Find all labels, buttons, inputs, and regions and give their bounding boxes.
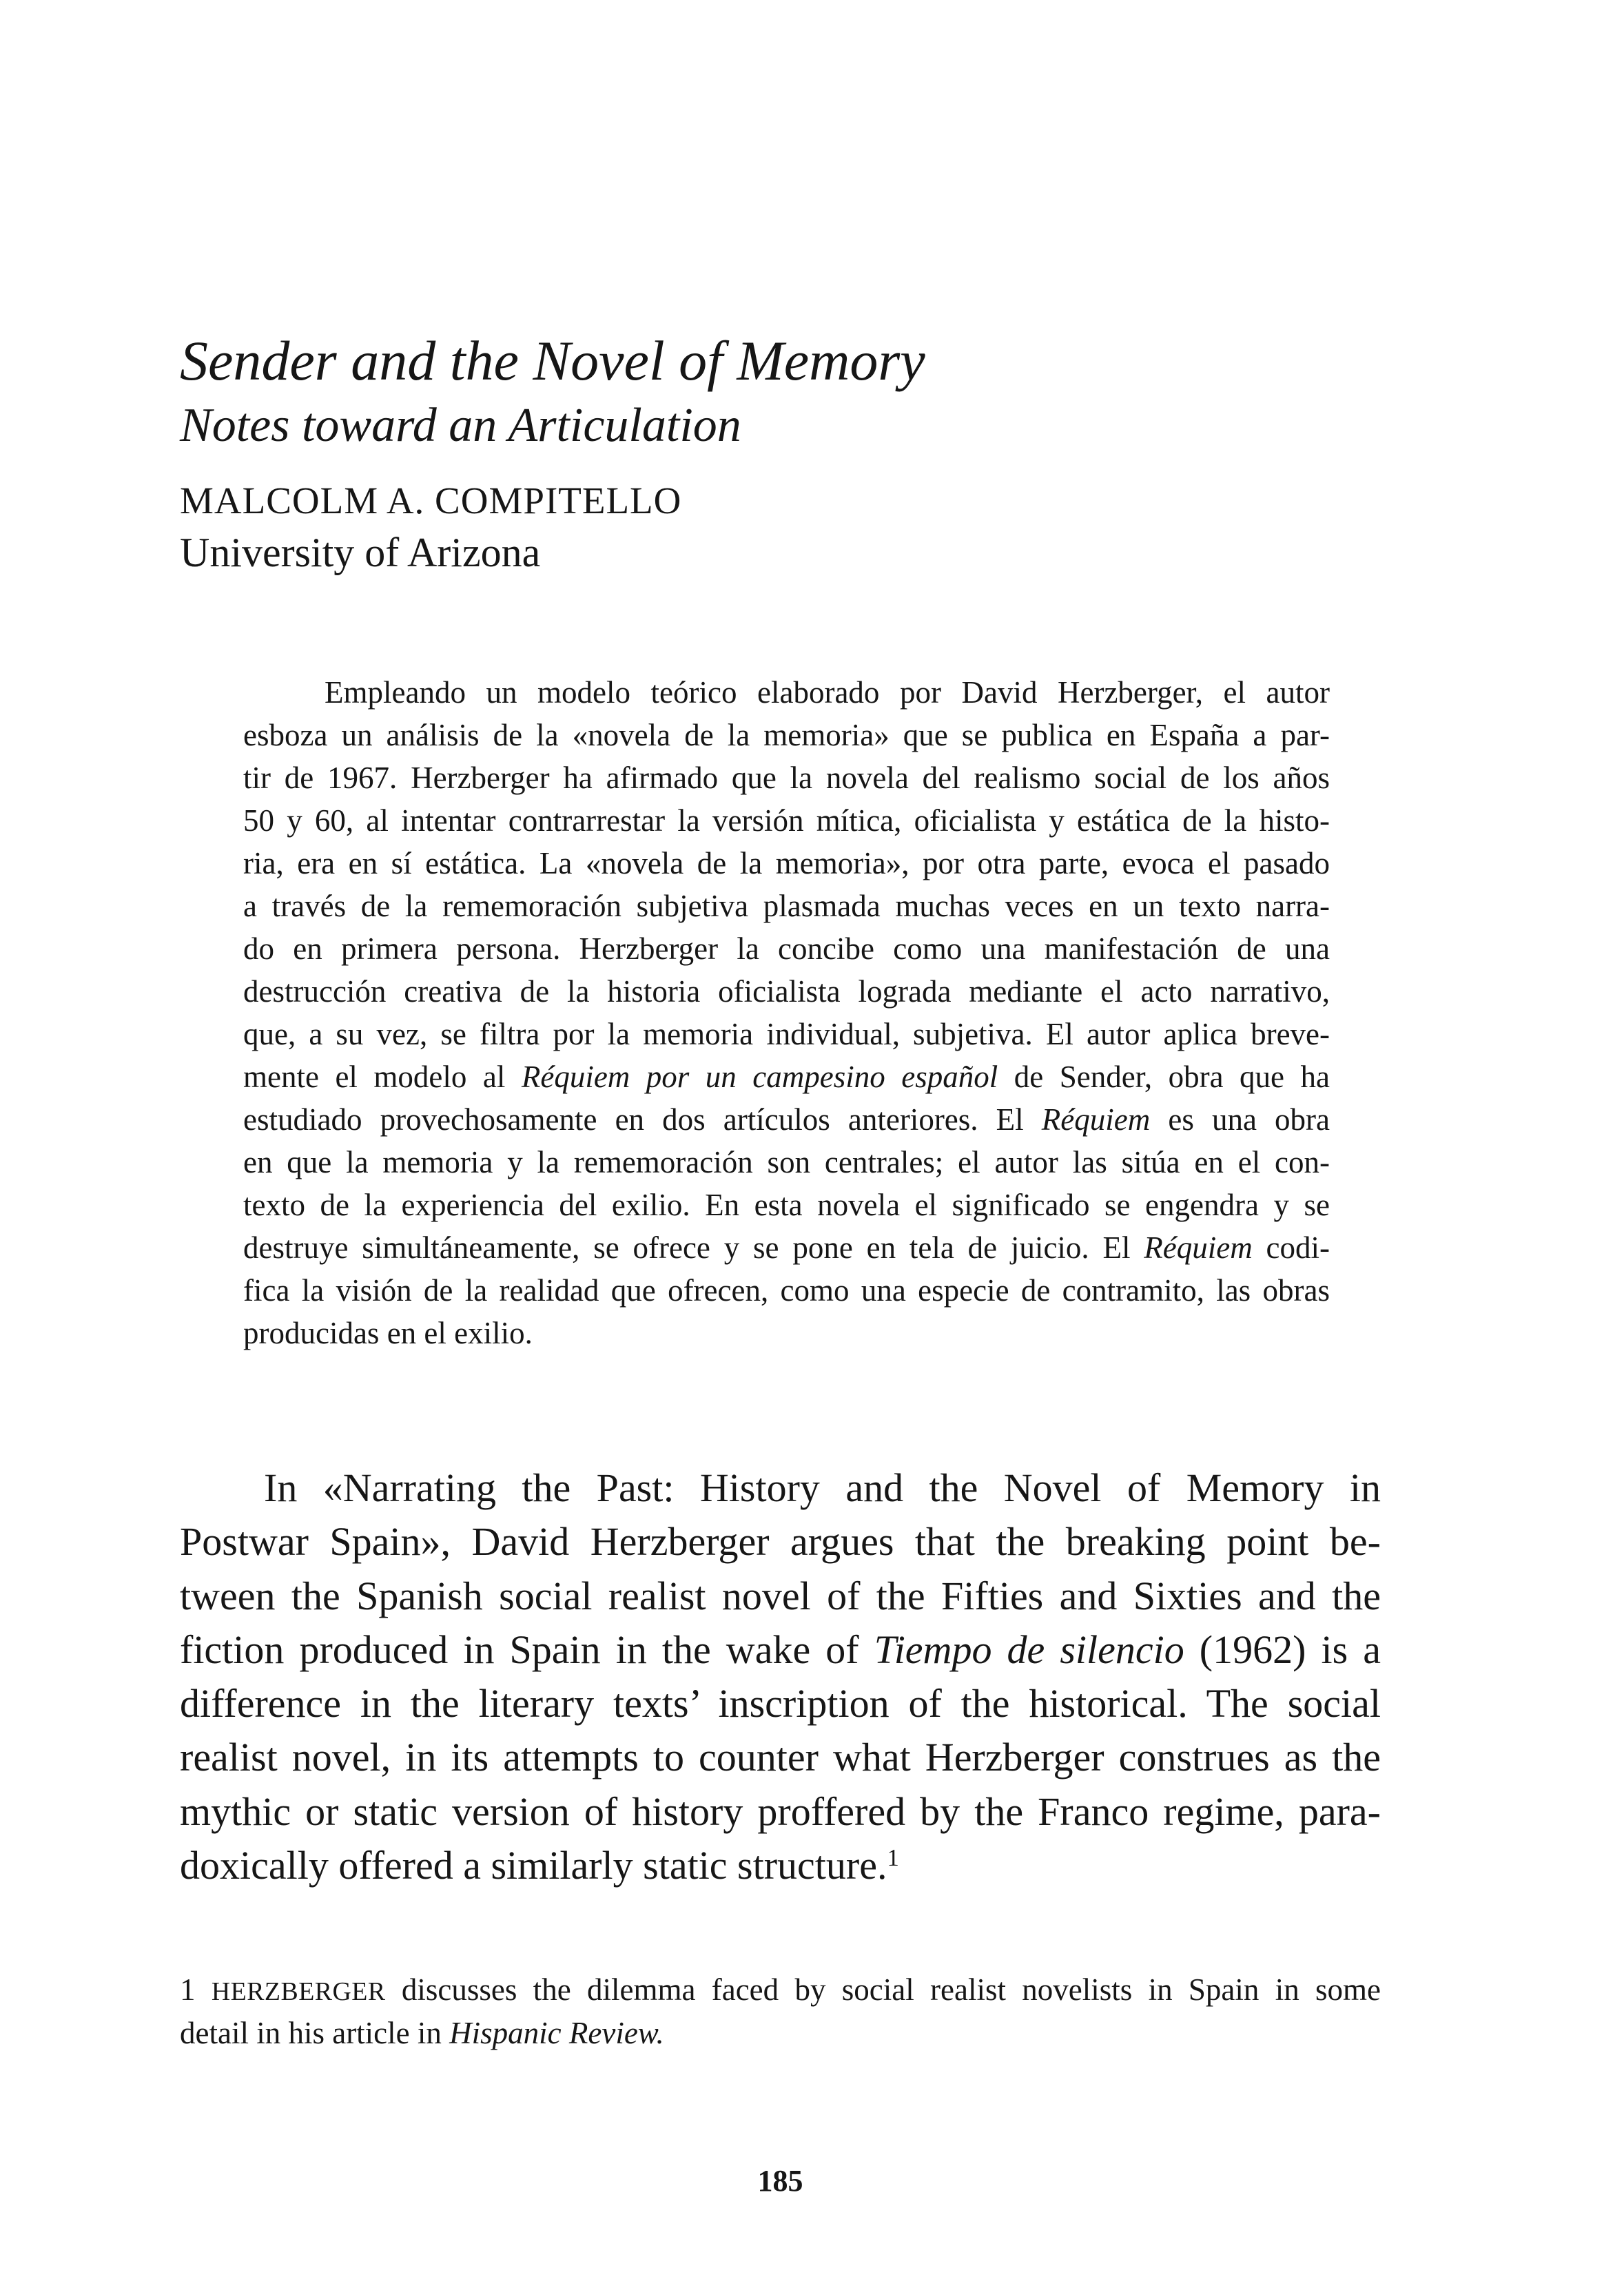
page-number: 185 (757, 2164, 803, 2198)
abstract-text: es una obra (1150, 1102, 1330, 1137)
body-line (180, 1731, 1381, 1784)
body-line (180, 1785, 1381, 1839)
abstract-line (243, 1141, 1330, 1184)
body-text: In «Narrating the Past: History and the Novel of Memory in (264, 1465, 1381, 1510)
abstract-line (243, 1184, 1330, 1226)
abstract-text: estudiado provechosamente en dos artículos anteriores. El (243, 1102, 1042, 1137)
abstract-line (243, 756, 1330, 799)
abstract-text: a través de la rememoración subjetiva plasmada muchas veces en un texto narra- (243, 889, 1330, 923)
book-title-reference: Tiempo de silencio (874, 1627, 1184, 1672)
abstract-text: tir de 1967. Herzberger ha afirmado que la novela del realismo social de los años (243, 761, 1330, 795)
author-affiliation: University of Arizona (180, 530, 541, 575)
book-title-reference: Réquiem (1144, 1230, 1253, 1265)
abstract-text: destruye simultáneamente, se ofrece y se pone en tela de juicio. El (243, 1230, 1144, 1265)
footnote-line (180, 2012, 1381, 2054)
body-text: doxically offered a similarly static structure. (180, 1843, 887, 1888)
abstract-line (243, 885, 1330, 927)
abstract-line (243, 970, 1330, 1013)
body-line (180, 1677, 1381, 1731)
body-text: difference in the literary texts’ inscription of the historical. The social (180, 1681, 1381, 1726)
book-title-reference: Réquiem por un campesino español (521, 1060, 998, 1094)
author-name: MALCOLM A. COMPITELLO (180, 479, 682, 522)
abstract-text: que, a su vez, se filtra por la memoria individual, subjetiva. El autor aplica breve- (243, 1017, 1330, 1051)
footnote-author-name: HERZBERGER (211, 1977, 386, 2006)
body-text: Postwar Spain», David Herzberger argues that the breaking point be- (180, 1519, 1381, 1565)
footnote-marker: 1 (887, 1844, 899, 1871)
footnote (180, 1969, 1381, 2054)
abstract-text: mente el modelo al (243, 1060, 522, 1094)
journal-title-reference: Hispanic Review. (449, 2016, 664, 2050)
abstract-line (243, 1098, 1330, 1141)
abstract (243, 671, 1330, 1354)
abstract-line (243, 671, 1330, 714)
abstract-line (243, 1226, 1330, 1269)
abstract-line (243, 1269, 1330, 1312)
footnote-text: 1 (180, 1972, 212, 2007)
abstract-text: Empleando un modelo teórico elaborado por David Herzberger, el autor (325, 675, 1330, 710)
article-subtitle: Notes toward an Articulation (180, 399, 741, 452)
abstract-line (243, 1055, 1330, 1098)
abstract-text: texto de la experiencia del exilio. En esta novela el significado se engendra y se (243, 1188, 1330, 1222)
body-text: fiction produced in Spain in the wake of (180, 1627, 874, 1672)
body-line (180, 1839, 1381, 1892)
abstract-text: destrucción creativa de la historia oficialista lograda mediante el acto narrativo, (243, 974, 1330, 1009)
abstract-text: fica la visión de la realidad que ofrecen, como una especie de contramito, las obras (243, 1273, 1330, 1308)
abstract-text: codi- (1252, 1230, 1330, 1265)
body-line (180, 1461, 1381, 1515)
footnote-text: detail in his article in (180, 2016, 450, 2050)
body-line (180, 1623, 1381, 1677)
body-text: tween the Spanish social realist novel of the Fifties and Sixties and the (180, 1573, 1381, 1618)
body-paragraph (180, 1461, 1381, 1892)
book-title-reference: Réquiem (1041, 1102, 1151, 1137)
abstract-line (243, 842, 1330, 885)
abstract-line (243, 1013, 1330, 1055)
body-line (180, 1515, 1381, 1569)
abstract-text: de Sender, obra que ha (998, 1060, 1330, 1094)
body-text: (1962) is a (1184, 1627, 1381, 1672)
body-text: mythic or static version of history proffered by the Franco regime, para- (180, 1788, 1381, 1834)
article-title: Sender and the Novel of Memory (180, 329, 925, 392)
footnote-line (180, 1969, 1381, 2012)
body-text: realist novel, in its attempts to counter what Herzberger construes as the (180, 1735, 1381, 1780)
abstract-line (243, 799, 1330, 842)
abstract-line (243, 1312, 1330, 1354)
abstract-line (243, 714, 1330, 756)
footnote-text: discusses the dilemma faced by social realist novelists in Spain in some (385, 1972, 1381, 2007)
abstract-text: esboza un análisis de la «novela de la memoria» que se publica en España a par- (243, 718, 1330, 752)
abstract-text: producidas en el exilio. (243, 1316, 533, 1350)
abstract-text: 50 y 60, al intentar contrarrestar la versión mítica, oficialista y estática de la histo- (243, 803, 1330, 838)
abstract-text: ria, era en sí estática. La «novela de la memoria», por otra parte, evoca el pasado (243, 846, 1330, 880)
abstract-text: do en primera persona. Herzberger la concibe como una manifestación de una (243, 931, 1330, 966)
abstract-text: en que la memoria y la rememoración son centrales; el autor las sitúa en el con- (243, 1145, 1330, 1179)
body-line (180, 1569, 1381, 1623)
abstract-line (243, 927, 1330, 970)
